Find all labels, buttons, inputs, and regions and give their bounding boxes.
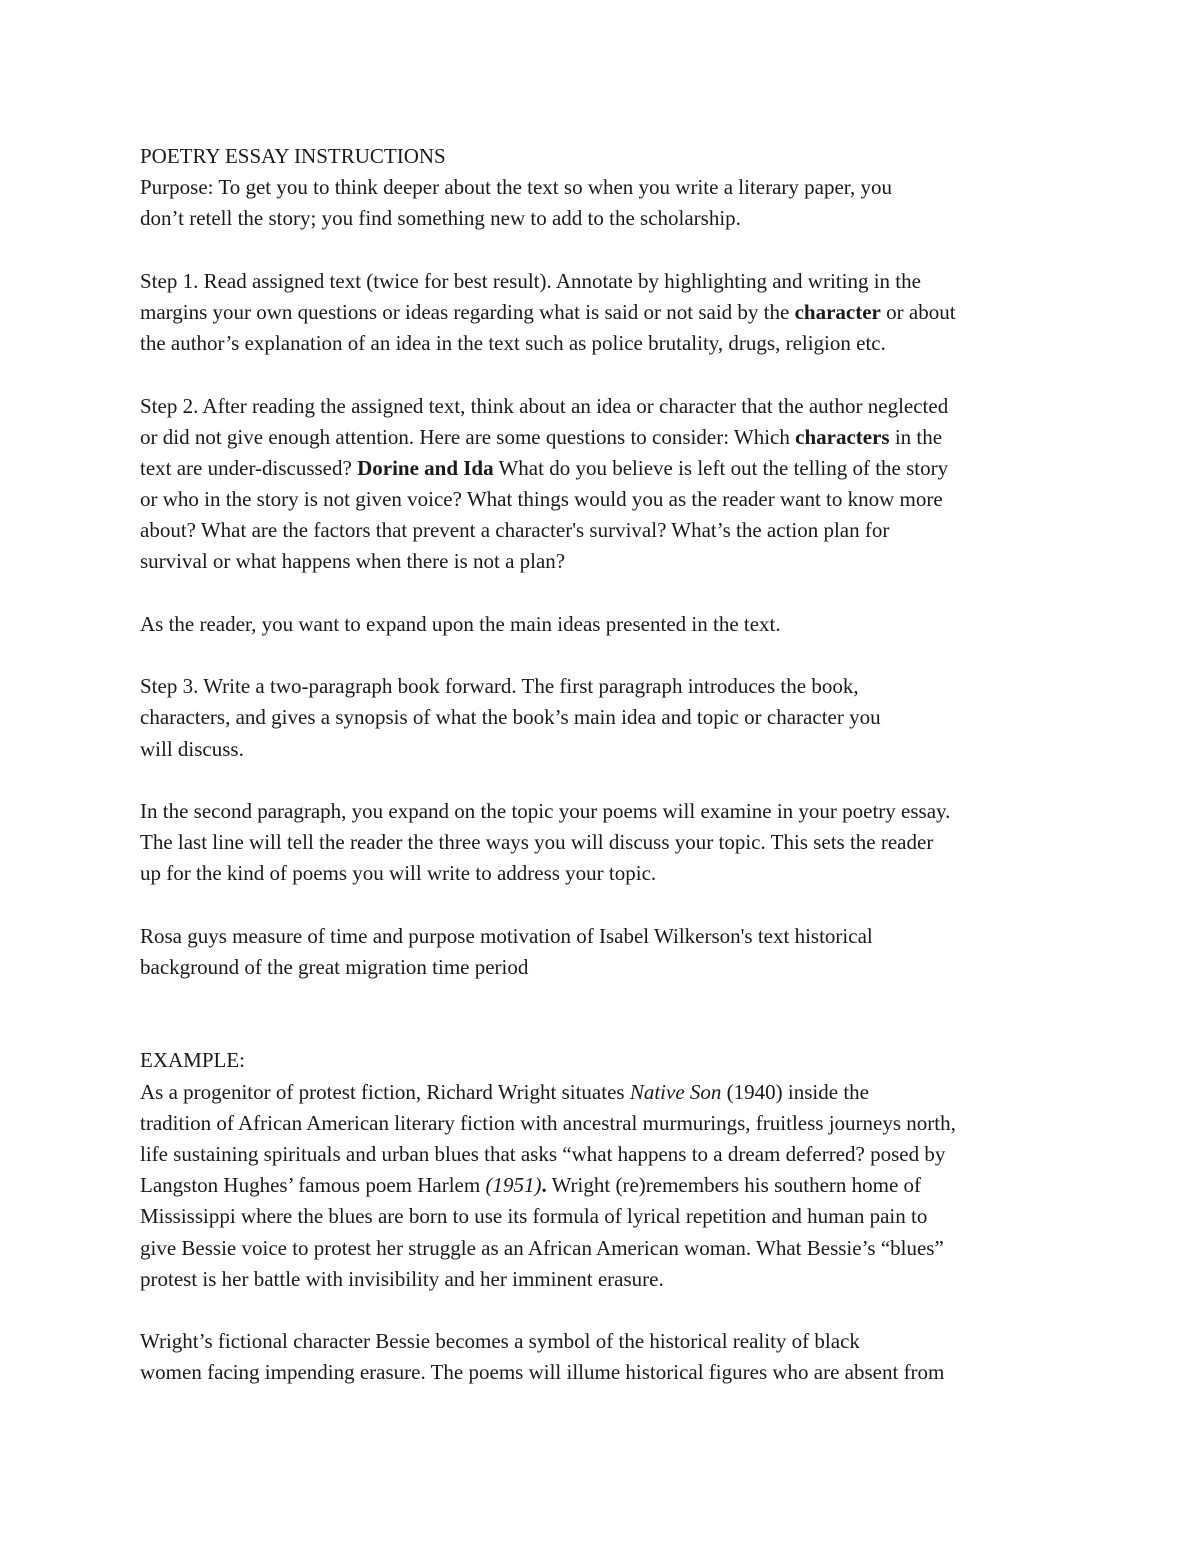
example-p1-line-6: give Bessie voice to protest her struggle as an African American woman. What Bessie’s “blues” bbox=[140, 1235, 944, 1260]
step1-bold-character: character bbox=[794, 299, 881, 324]
spacer bbox=[140, 359, 1070, 390]
second-paragraph-line-2: The last line will tell the reader the three ways you will discuss your topic. This sets the reader bbox=[140, 830, 934, 855]
example-p1-line-2: tradition of African American literary fiction with ancestral murmurings, fruitless journeys north, bbox=[140, 1110, 956, 1135]
example-p1-line-4-text-a: Langston Hughes’ famous poem Harlem bbox=[140, 1173, 486, 1198]
step1-line-1: Step 1. Read assigned text (twice for best result). Annotate by highlighting and writing in the bbox=[140, 268, 921, 293]
example-heading: EXAMPLE: bbox=[140, 1048, 245, 1073]
step2-line-2-text-c: in the bbox=[889, 424, 943, 449]
step2-line-5: about? What are the factors that prevent a character's survival? What’s the action plan for bbox=[140, 518, 890, 543]
step2-bold-characters: characters bbox=[795, 424, 890, 449]
example-italic-native-son: Native Son bbox=[629, 1079, 722, 1104]
step3-line-3: will discuss. bbox=[140, 736, 244, 761]
example-p1-line-1 bbox=[140, 1077, 1070, 1108]
step3-line-1: Step 3. Write a two-paragraph book forward. The first paragraph introduces the book, bbox=[140, 674, 859, 699]
spacer bbox=[140, 765, 1070, 796]
example-italic-year: (1951) bbox=[485, 1173, 542, 1198]
step2-line-6: survival or what happens when there is not a plan? bbox=[140, 549, 566, 574]
second-paragraph-line-1: In the second paragraph, you expand on the topic your poems will examine in your poetry essay. bbox=[140, 798, 951, 823]
example-p1-line-1-text-a: As a progenitor of protest fiction, Richard Wright situates bbox=[140, 1079, 630, 1104]
step1-line-2-text-a: margins your own questions or ideas regarding what is said or not said by the bbox=[140, 299, 795, 324]
second-paragraph-line-3: up for the kind of poems you will write to address your topic. bbox=[140, 861, 657, 886]
step2-line-3 bbox=[140, 453, 1070, 484]
rosa-note-line-1: Rosa guys measure of time and purpose motivation of Isabel Wilkerson's text historical bbox=[140, 923, 873, 948]
rosa-note-line-2: background of the great migration time period bbox=[140, 954, 529, 979]
purpose-line-2: don’t retell the story; you find something new to add to the scholarship. bbox=[140, 206, 741, 231]
example-p1-line-3: life sustaining spirituals and urban blues that asks “what happens to a dream deferred? posed by bbox=[140, 1142, 946, 1167]
example-p1-line-7: protest is her battle with invisibility and her imminent erasure. bbox=[140, 1266, 664, 1291]
example-bold-period: . bbox=[541, 1173, 547, 1198]
example-p1-line-4 bbox=[140, 1170, 1070, 1201]
purpose-line-1: Purpose: To get you to think deeper about the text so when you write a literary paper, you bbox=[140, 175, 892, 200]
step2-line-4: or who in the story is not given voice? What things would you as the reader want to know more bbox=[140, 487, 943, 512]
example-p2-line-1: Wright’s fictional character Bessie becomes a symbol of the historical reality of black bbox=[140, 1329, 860, 1354]
example-p1-line-1-text-c: (1940) inside the bbox=[721, 1079, 869, 1104]
step1-line-3: the author’s explanation of an idea in the text such as police brutality, drugs, religion etc. bbox=[140, 331, 886, 356]
step2-line-2-text-a: or did not give enough attention. Here are some questions to consider: Which bbox=[140, 424, 796, 449]
step1-line-2-text-c: or about bbox=[880, 299, 956, 324]
example-p2-line-2: women facing impending erasure. The poems will illume historical figures who are absent from bbox=[140, 1360, 945, 1385]
example-p1-line-4-text-d: Wright (re)remembers his southern home of bbox=[546, 1173, 922, 1198]
spacer bbox=[140, 1295, 1070, 1326]
spacer bbox=[140, 890, 1070, 921]
spacer bbox=[140, 235, 1070, 266]
document-title: POETRY ESSAY INSTRUCTIONS bbox=[140, 144, 446, 168]
reader-note: As the reader, you want to expand upon the main ideas presented in the text. bbox=[140, 611, 781, 636]
step2-line-3-text-a: text are under-discussed? bbox=[140, 455, 358, 480]
spacer bbox=[140, 640, 1070, 671]
example-p1-line-5: Mississippi where the blues are born to use its formula of lyrical repetition and human pain to bbox=[140, 1204, 928, 1229]
step2-line-1: Step 2. After reading the assigned text, think about an idea or character that the author neglected bbox=[140, 393, 949, 418]
step1-line-2 bbox=[140, 297, 1070, 328]
step2-line-2 bbox=[140, 422, 1070, 453]
spacer bbox=[140, 983, 1070, 1045]
document-page bbox=[140, 141, 1070, 1389]
step2-bold-names: Dorine and Ida bbox=[357, 455, 494, 480]
step2-line-3-text-c: What do you believe is left out the telling of the story bbox=[493, 455, 949, 480]
step3-line-2: characters, and gives a synopsis of what the book’s main idea and topic or character you bbox=[140, 705, 881, 730]
spacer bbox=[140, 578, 1070, 609]
